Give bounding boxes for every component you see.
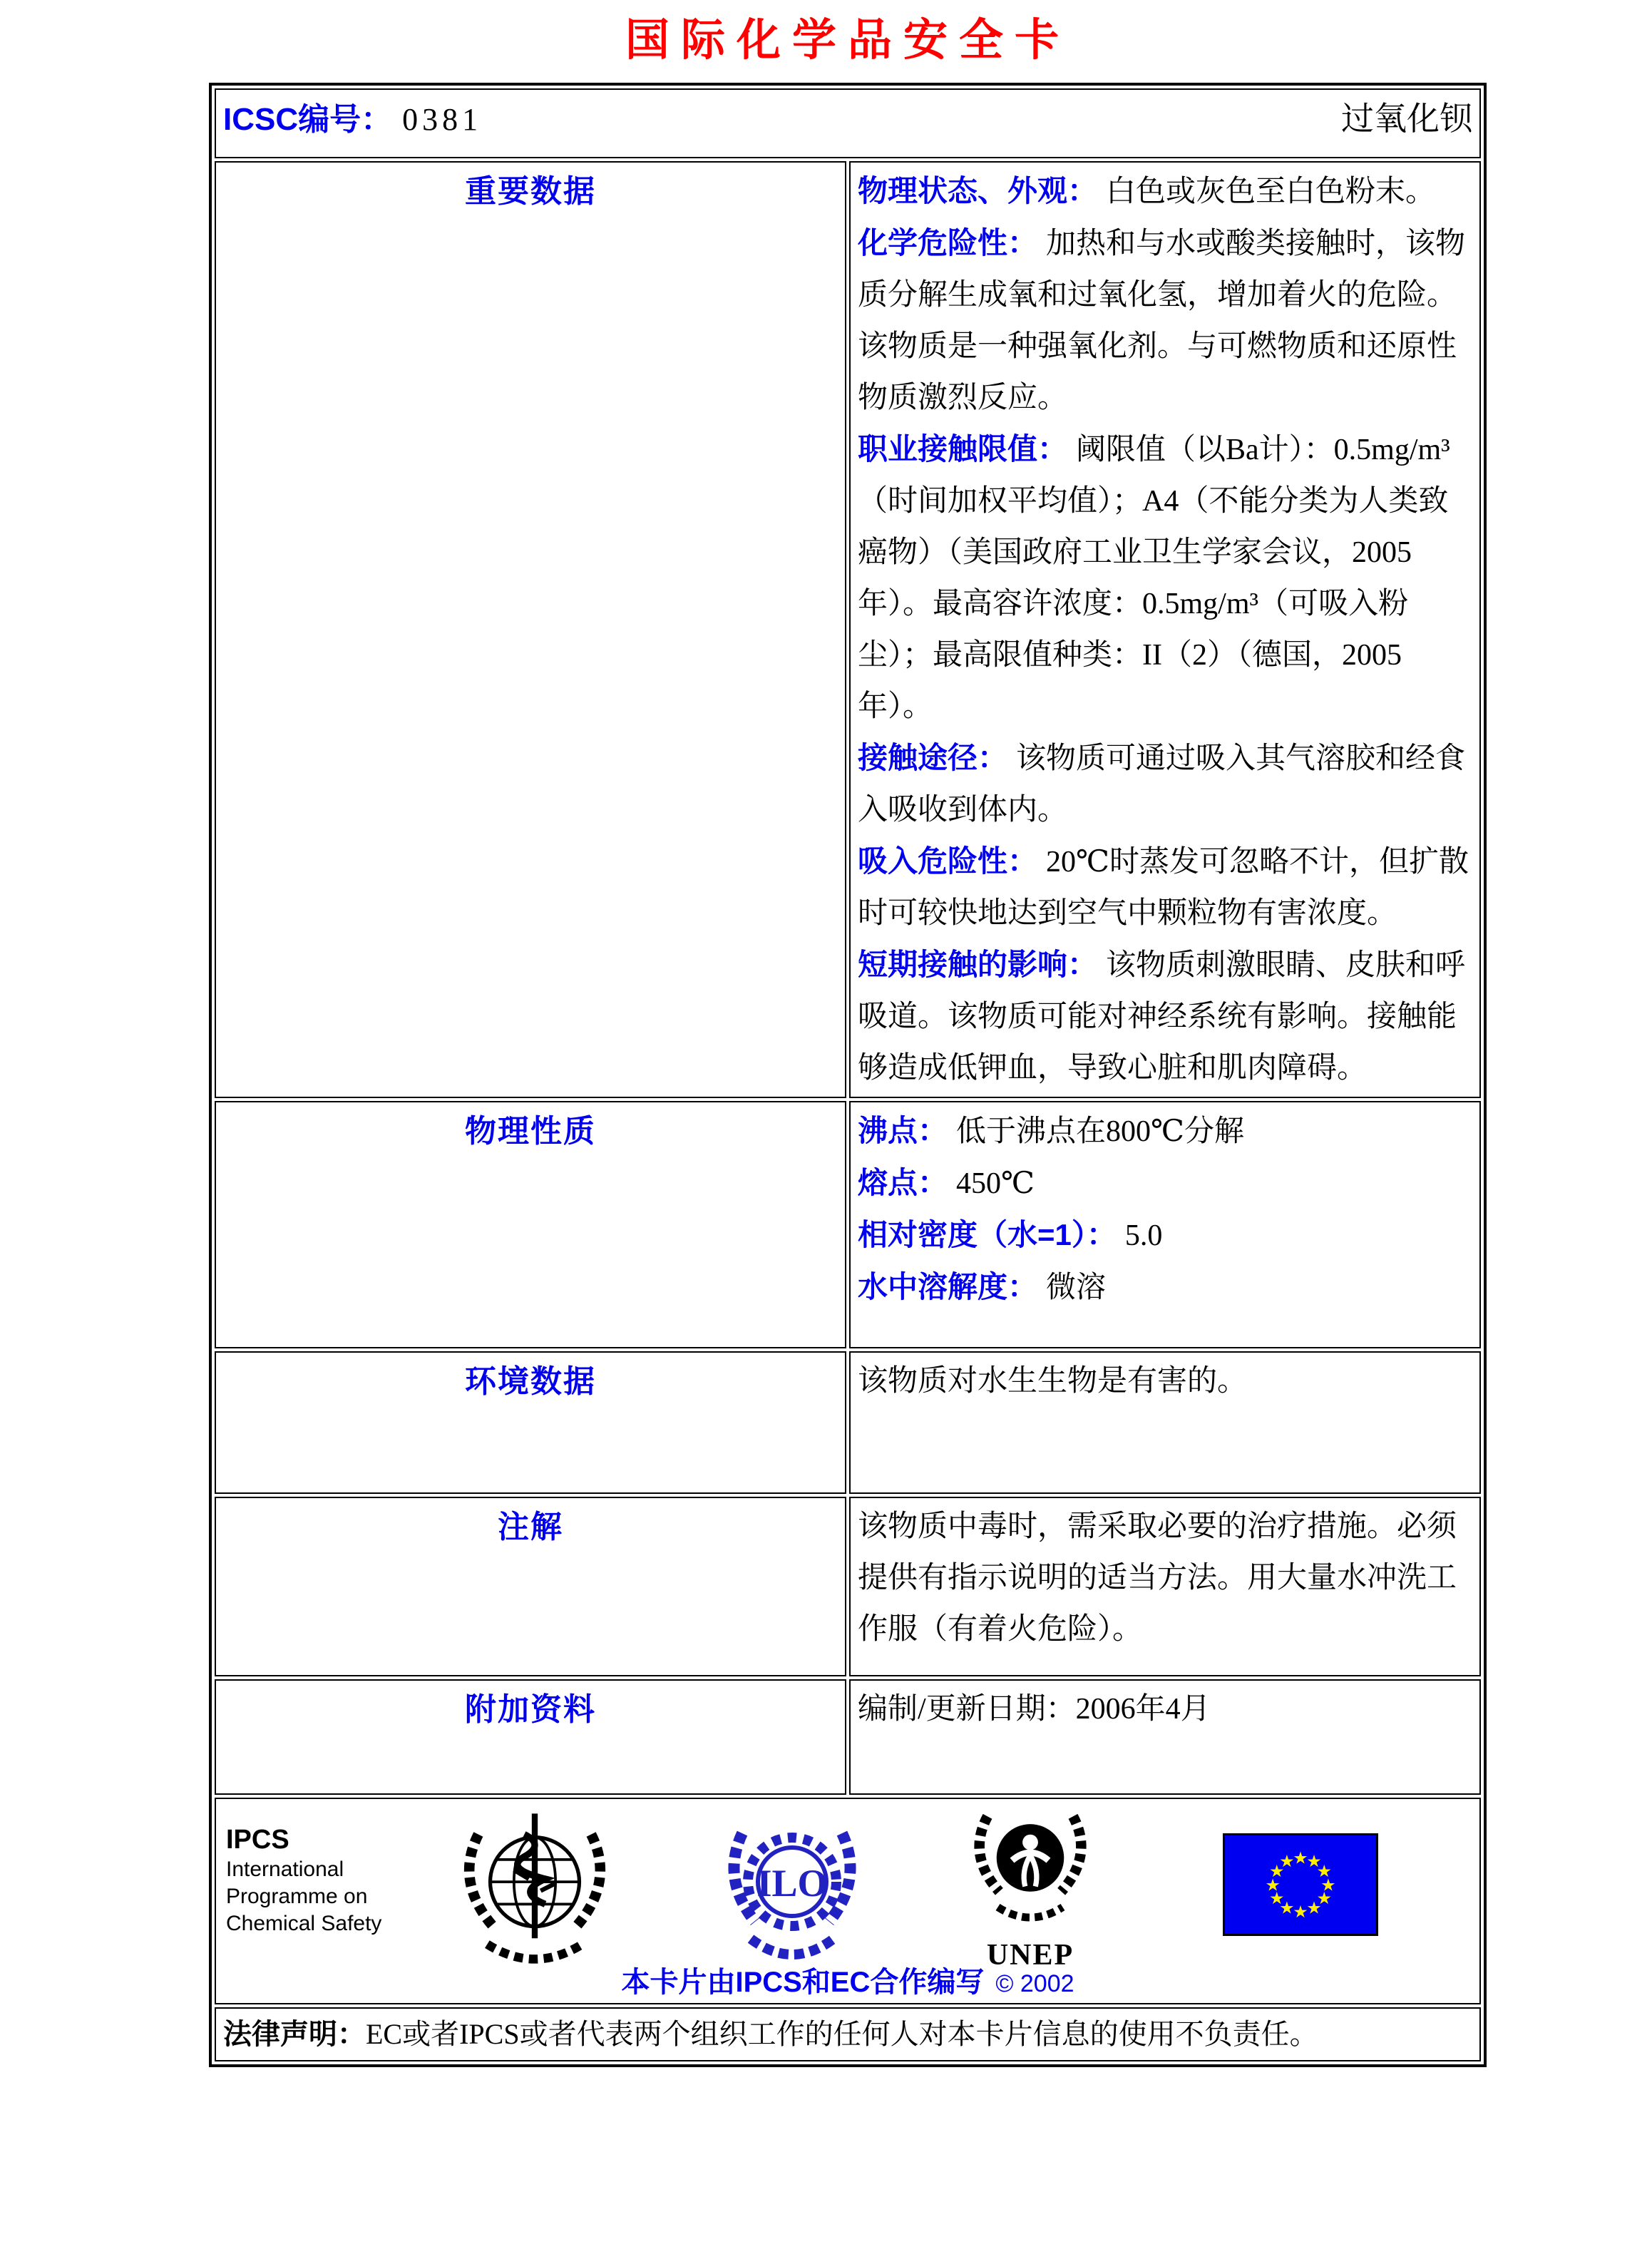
section-content-notes: [849, 1497, 1481, 1676]
legal-notice-label: 法律声明：: [223, 2019, 366, 2050]
section-label-notes: [215, 1497, 846, 1676]
field-line: [858, 1501, 1472, 1655]
section-label-physical-properties: [215, 1101, 846, 1348]
caption-copyright: © 2002: [995, 1970, 1074, 1997]
ipcs-line: Chemical Safety: [226, 1912, 382, 1935]
field-line: [858, 836, 1472, 939]
section-row-notes: [215, 1497, 1481, 1676]
field-value: 450℃: [956, 1167, 1035, 1200]
field-line: [858, 1105, 1472, 1157]
field-value: 低于沸点在800℃分解: [956, 1115, 1244, 1148]
ipcs-line: Programme on: [226, 1885, 368, 1908]
svg-text:★: ★: [1316, 1861, 1332, 1881]
field-line: [858, 1356, 1472, 1407]
section-label-important-data: [215, 161, 846, 1098]
section-row-additional-information: [215, 1679, 1481, 1795]
field-line: [858, 165, 1472, 217]
field-term: 短期接触的影响：: [858, 948, 1098, 981]
svg-text:★: ★: [1269, 1888, 1285, 1908]
field-value: 加热和与水或酸类接触时，该物质分解生成氧和过氧化氢，增加着火的危险。该物质是一种强氧化剂。与可燃物质和还原性物质激烈反应。: [858, 227, 1466, 414]
svg-text:★: ★: [1265, 1875, 1281, 1895]
field-value: 编制/更新日期：2006年4月: [858, 1693, 1211, 1726]
field-term: 水中溶解度：: [858, 1270, 1038, 1303]
field-value: 微溶: [1046, 1271, 1107, 1304]
icsc-card-table: [209, 83, 1487, 2067]
footer-body: [215, 1798, 1481, 2061]
section-label-additional-information: [215, 1679, 846, 1795]
section-label-text: 重要数据: [465, 174, 596, 209]
field-line: [858, 1157, 1472, 1209]
field-line: [858, 939, 1472, 1094]
field-line: [858, 1209, 1472, 1261]
field-line: [858, 217, 1472, 424]
unep-logo-icon: [959, 1800, 1102, 1936]
svg-text:★: ★: [1306, 1851, 1322, 1872]
footer-row: [215, 1798, 1481, 2004]
field-value: 该物质可通过吸入其气溶胶和经食入吸收到体内。: [858, 742, 1466, 826]
field-line: [858, 1684, 1472, 1735]
field-term: 相对密度（水=1）：: [858, 1218, 1117, 1251]
legal-cell: [215, 2007, 1481, 2061]
unep-logo-block: [959, 1800, 1102, 1971]
footer-caption: [216, 1960, 1479, 2000]
header-row: [215, 88, 1481, 158]
ipcs-line: International: [226, 1858, 344, 1881]
header-cell: [215, 88, 1481, 158]
svg-text:★: ★: [1279, 1897, 1295, 1918]
svg-text:★: ★: [1293, 1902, 1308, 1922]
eu-flag-icon: [1223, 1833, 1378, 1936]
field-value: 阈限值（以Ba计）：0.5mg/m³（时间加权平均值）；A4（不能分类为人类致癌物）（美国政府工业卫生学家会议，2005年）。最高容许浓度：0.5mg/m³（可吸入粉尘）；最高限值种类：II（2）（德国，2005年）。: [858, 434, 1450, 723]
field-term: 沸点：: [858, 1114, 948, 1147]
ipcs-acronym: IPCS: [226, 1825, 289, 1855]
field-value: 5.0: [1124, 1219, 1163, 1252]
ilo-logo-letters: ILO: [756, 1862, 828, 1905]
sections-body: [215, 161, 1481, 1795]
svg-text:★: ★: [1320, 1875, 1336, 1895]
svg-text:★: ★: [1306, 1897, 1322, 1918]
section-content-physical-properties: [849, 1101, 1481, 1348]
legal-row: [215, 2007, 1481, 2061]
field-value: 该物质刺激眼睛、皮肤和呼吸道。该物质可能对神经系统有影响。接触能够造成低钾血，导致心脏和肌肉障碍。: [858, 949, 1466, 1085]
field-term: 熔点：: [858, 1166, 948, 1199]
chemical-name: 过氧化钡: [1341, 101, 1472, 137]
unep-logo-label: UNEP: [986, 1939, 1074, 1972]
ilo-logo-icon: [717, 1810, 868, 1982]
field-term: 吸入危险性：: [858, 844, 1038, 878]
section-row-environmental-data: [215, 1351, 1481, 1494]
section-label-environmental-data: [215, 1351, 846, 1494]
ipcs-text-block: [226, 1823, 381, 1937]
field-term: 接触途径：: [858, 741, 1008, 774]
field-term: 物理状态、外观：: [858, 174, 1098, 208]
section-content-environmental-data: [849, 1351, 1481, 1494]
legal-notice-text: EC或者IPCS或者代表两个组织工作的任何人对本卡片信息的使用不负责任。: [366, 2018, 1318, 2050]
field-term: 化学危险性：: [858, 226, 1038, 260]
icsc-number-group: [223, 93, 482, 139]
section-content-additional-information: [849, 1679, 1481, 1795]
field-value: 该物质中毒时，需采取必要的治疗措施。必须提供有指示说明的适当方法。用大量水冲洗工作服（有着火危险）。: [858, 1510, 1457, 1646]
field-term: 职业接触限值：: [858, 432, 1068, 466]
header-body: [215, 88, 1481, 158]
section-label-text: 物理性质: [465, 1114, 596, 1149]
field-line: [858, 1261, 1472, 1313]
section-label-text: 注解: [498, 1510, 563, 1544]
caption-text: 本卡片由IPCS和EC合作编写: [621, 1967, 985, 1998]
field-value: 白色或灰色至白色粉末。: [1106, 175, 1436, 208]
logos-cell: [215, 1798, 1481, 2004]
field-line: [858, 732, 1472, 836]
svg-text:★: ★: [1269, 1861, 1285, 1881]
icsc-number: 0381: [402, 102, 483, 137]
section-content-important-data: [849, 161, 1481, 1098]
section-label-text: 附加资料: [465, 1692, 596, 1727]
section-label-text: 环境数据: [465, 1364, 596, 1399]
section-row-physical-properties: [215, 1101, 1481, 1348]
field-line: [858, 424, 1472, 732]
svg-text:★: ★: [1316, 1888, 1332, 1908]
field-value: 20℃时蒸发可忽略不计，但扩散时可较快地达到空气中颗粒物有害浓度。: [858, 846, 1469, 930]
svg-text:★: ★: [1279, 1851, 1295, 1872]
section-row-important-data: [215, 161, 1481, 1098]
field-value: 该物质对水生生物是有害的。: [858, 1365, 1248, 1398]
icsc-number-label: ICSC编号：: [223, 102, 393, 137]
page-title: 国际化学品安全卡: [625, 16, 1070, 65]
svg-text:★: ★: [1293, 1848, 1308, 1868]
